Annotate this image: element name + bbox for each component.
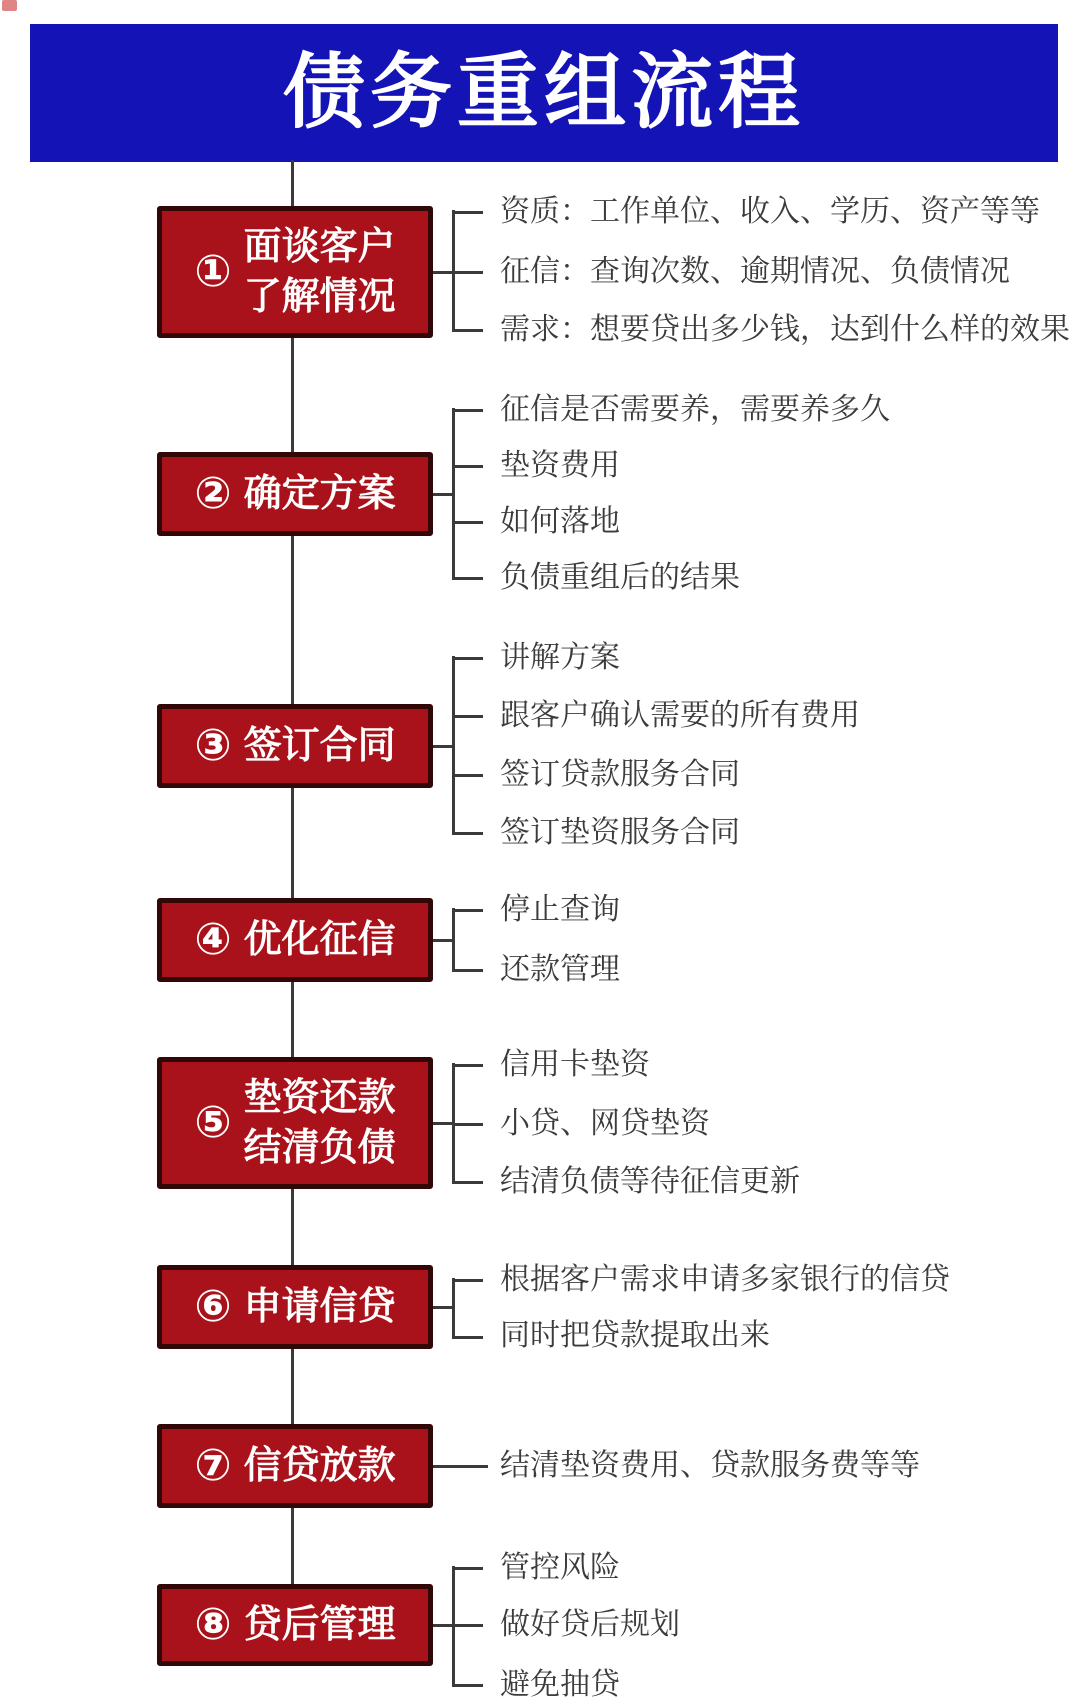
tick-line: [452, 909, 483, 912]
step-item: 如何落地: [500, 505, 620, 538]
step-item: 避免抽贷: [500, 1668, 620, 1701]
step-item: 结清负债等待征信更新: [500, 1165, 800, 1198]
step-number: ②: [194, 469, 232, 518]
step-box-5: [157, 1057, 433, 1189]
tick-line: [452, 1567, 483, 1570]
tick-line: [452, 832, 483, 835]
step-label: 申请信贷: [243, 1285, 396, 1328]
step-box-6: [157, 1265, 433, 1349]
step-item: 资质：工作单位、收入、学历、资产等等: [500, 195, 1040, 228]
step-label: 贷后管理: [243, 1603, 396, 1646]
step-box-1: [157, 206, 433, 338]
flow-spine-line: [291, 160, 294, 1626]
title-banner: [30, 24, 1058, 162]
tick-line: [452, 1064, 483, 1067]
step-label: 面谈客户 了解情况: [243, 225, 396, 318]
tick-line: [452, 1336, 483, 1339]
step-box-2: [157, 452, 433, 536]
page-title: 债务重组流程: [282, 47, 805, 138]
tick-line: [452, 577, 483, 580]
step-number: ⑤: [194, 1098, 232, 1147]
tick-line: [452, 329, 483, 332]
step-item: 讲解方案: [500, 641, 620, 674]
step-item: 根据客户需求申请多家银行的信贷: [500, 1263, 950, 1296]
step-item: 征信是否需要养，需要养多久: [500, 393, 890, 426]
step-box-8: [157, 1584, 433, 1666]
tick-line: [452, 1181, 483, 1184]
step-item: 签订贷款服务合同: [500, 758, 740, 791]
step-item: 签订垫资服务合同: [500, 816, 740, 849]
step-item: 征信：查询次数、逾期情况、负债情况: [500, 255, 1010, 288]
step-item: 停止查询: [500, 893, 620, 926]
step-number: ⑦: [194, 1441, 232, 1490]
step-item: 负债重组后的结果: [500, 561, 740, 594]
step-item: 管控风险: [500, 1551, 620, 1584]
tick-line: [452, 1624, 483, 1627]
step-item: 垫资费用: [500, 449, 620, 482]
tick-line: [452, 715, 483, 718]
step-item: 做好贷后规划: [500, 1608, 680, 1641]
step-number: ④: [194, 915, 232, 964]
tick-line: [452, 211, 483, 214]
step-label: 优化征信: [243, 918, 396, 961]
tick-line: [452, 521, 483, 524]
tick-line: [452, 657, 483, 660]
tick-line: [452, 271, 483, 274]
step-box-7: [157, 1424, 433, 1508]
step-item: 信用卡垫资: [500, 1048, 650, 1081]
red-mark: [2, 0, 17, 11]
step-number: ①: [194, 247, 232, 296]
step-label: 信贷放款: [243, 1444, 396, 1487]
tick-line: [452, 409, 483, 412]
tick-line: [452, 1684, 483, 1687]
step-item: 结清垫资费用、贷款服务费等等: [500, 1449, 920, 1482]
step-box-3: [157, 704, 433, 788]
bracket-line: [452, 408, 455, 580]
bracket-line: [452, 1278, 455, 1339]
tick-line: [452, 465, 483, 468]
tick-line: [452, 1279, 483, 1282]
tick-line: [452, 774, 483, 777]
step-box-4: [157, 898, 433, 982]
step-item: 同时把贷款提取出来: [500, 1319, 770, 1352]
step-item: 还款管理: [500, 953, 620, 986]
step-item: 小贷、网贷垫资: [500, 1107, 710, 1140]
step-label: 签订合同: [243, 724, 396, 767]
step-number: ⑥: [194, 1282, 232, 1331]
step-number: ⑧: [194, 1600, 232, 1649]
tick-line: [452, 1123, 483, 1126]
step-number: ③: [194, 721, 232, 770]
step-label: 垫资还款 结清负债: [243, 1076, 396, 1169]
tick-line: [452, 969, 483, 972]
connector-line: [433, 1465, 488, 1468]
step-item: 跟客户确认需要的所有费用: [500, 699, 860, 732]
step-item: 需求：想要贷出多少钱，达到什么样的效果: [500, 313, 1070, 346]
bracket-line: [452, 656, 455, 835]
bracket-line: [452, 908, 455, 972]
step-label: 确定方案: [243, 472, 396, 515]
